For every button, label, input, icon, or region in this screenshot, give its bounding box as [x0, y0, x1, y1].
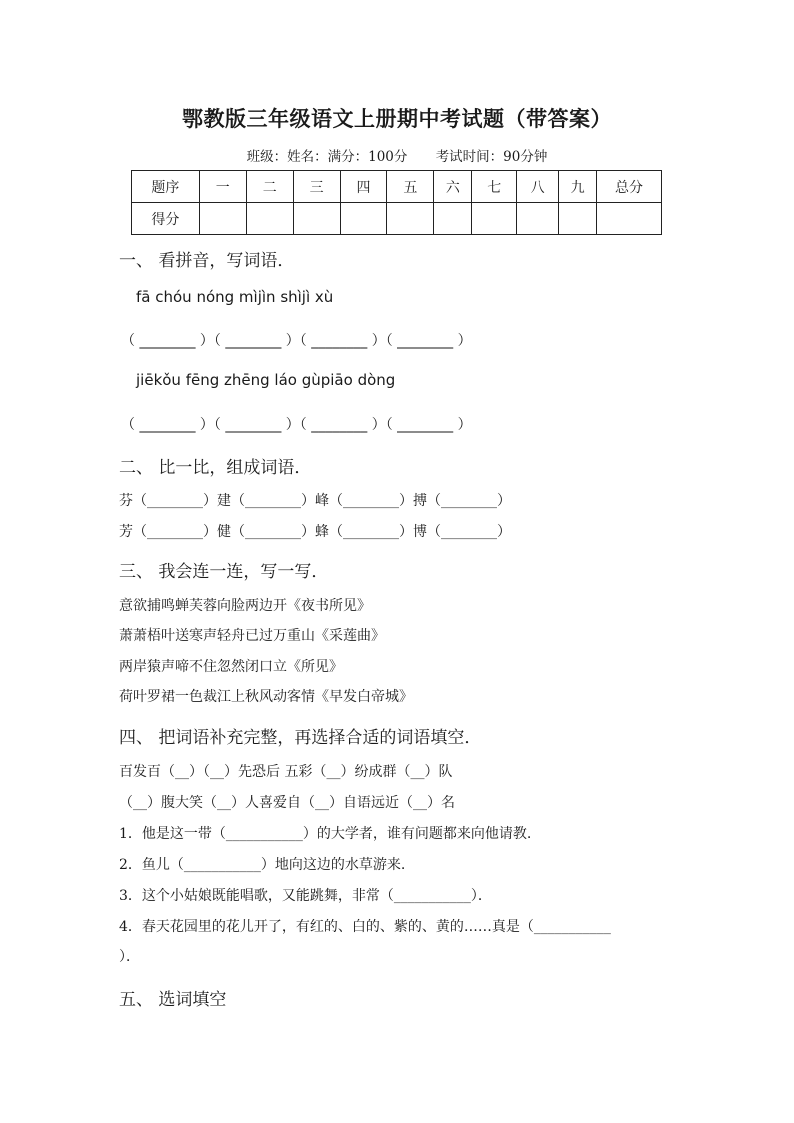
poem-line-1: 意欲捕鸣蝉芙蓉向脸两边开《夜书所见》	[119, 598, 371, 614]
table-header-cell: 五	[387, 171, 434, 203]
table-header-cell: 一	[199, 171, 246, 203]
poem-line-4: 荷叶罗裙一色裁江上秋风动客情《早发白帝城》	[119, 689, 413, 705]
page-title: 鄂教版三年级语文上册期中考试题（带答案）	[182, 106, 612, 131]
score-cell[interactable]	[472, 203, 517, 235]
section-2-heading: 二、 比一比，组成词语．	[119, 458, 312, 478]
fill-question-4-continued: ）．	[119, 949, 140, 965]
fill-question-3[interactable]: 3．这个小姑娘既能唱歌，又能跳舞，非常（___________）．	[119, 888, 492, 904]
score-cell[interactable]	[517, 203, 559, 235]
poem-line-3: 两岸猿声啼不住忽然闭口立《所见》	[119, 659, 343, 675]
section-5-heading: 五、 选词填空	[119, 990, 227, 1010]
answer-blanks-row-1[interactable]: （ ________ ）（ ________ ）（ ________ ）（ ________ ）	[121, 333, 472, 349]
score-cell[interactable]	[199, 203, 246, 235]
fill-question-1[interactable]: 1．他是这一带（___________）的大学者，谁有问题都来向他请教.	[119, 826, 532, 842]
answer-blanks-row-2[interactable]: （ ________ ）（ ________ ）（ ________ ）（ ________ ）	[121, 417, 472, 433]
idiom-row-2[interactable]: （__）腹大笑（__）人喜爱自（__）自语远近（__）名	[119, 795, 455, 811]
score-cell[interactable]	[597, 203, 662, 235]
compare-row-2[interactable]: 芳（________）健（________）蜂（________）博（________）	[119, 524, 511, 540]
poem-line-2: 萧萧梧叶送寒声轻舟已过万重山《采莲曲》	[119, 628, 385, 644]
table-header-cell: 总分	[597, 171, 662, 203]
section-3-heading: 三、 我会连一连，写一写．	[119, 562, 329, 582]
table-header-cell: 六	[434, 171, 472, 203]
exam-info	[0, 145, 794, 165]
score-table	[131, 170, 662, 235]
table-header-cell: 七	[472, 171, 517, 203]
table-header-cell: 三	[293, 171, 340, 203]
fill-question-4[interactable]: 4．春天花园里的花儿开了，有红的、白的、紫的、黄的……真是（___________	[119, 919, 611, 935]
pinyin-row-2: jiēkǒu fēng zhēng láo gùpiāo dòng	[136, 371, 396, 389]
score-cell[interactable]	[434, 203, 472, 235]
score-table-header-row	[132, 171, 662, 203]
score-row-label: 得分	[132, 203, 200, 235]
score-cell[interactable]	[246, 203, 293, 235]
score-cell[interactable]	[340, 203, 387, 235]
section-1-heading: 一、 看拼音，写词语．	[119, 251, 295, 271]
table-header-cell: 二	[246, 171, 293, 203]
table-header-cell: 题序	[132, 171, 200, 203]
score-table-score-row	[132, 203, 662, 235]
score-cell[interactable]	[293, 203, 340, 235]
pinyin-row-1: fā chóu nóng mìjìn shìjì xù	[136, 288, 334, 306]
compare-row-1[interactable]: 芬（________）建（________）峰（________）搏（________）	[119, 493, 511, 509]
section-4-heading: 四、 把词语补充完整，再选择合适的词语填空．	[119, 728, 482, 748]
exam-time-info: 考试时间：90分钟	[435, 149, 548, 165]
class-name-score-info: 班级：姓名：满分：100分	[246, 149, 408, 165]
score-cell[interactable]	[387, 203, 434, 235]
table-header-cell: 九	[559, 171, 597, 203]
fill-question-2[interactable]: 2．鱼儿（___________）地向这边的水草游来.	[119, 857, 406, 873]
idiom-row-1[interactable]: 百发百（__）（__）先恐后 五彩（__）纷成群（__）队	[119, 764, 453, 780]
table-header-cell: 八	[517, 171, 559, 203]
score-cell[interactable]	[559, 203, 597, 235]
table-header-cell: 四	[340, 171, 387, 203]
